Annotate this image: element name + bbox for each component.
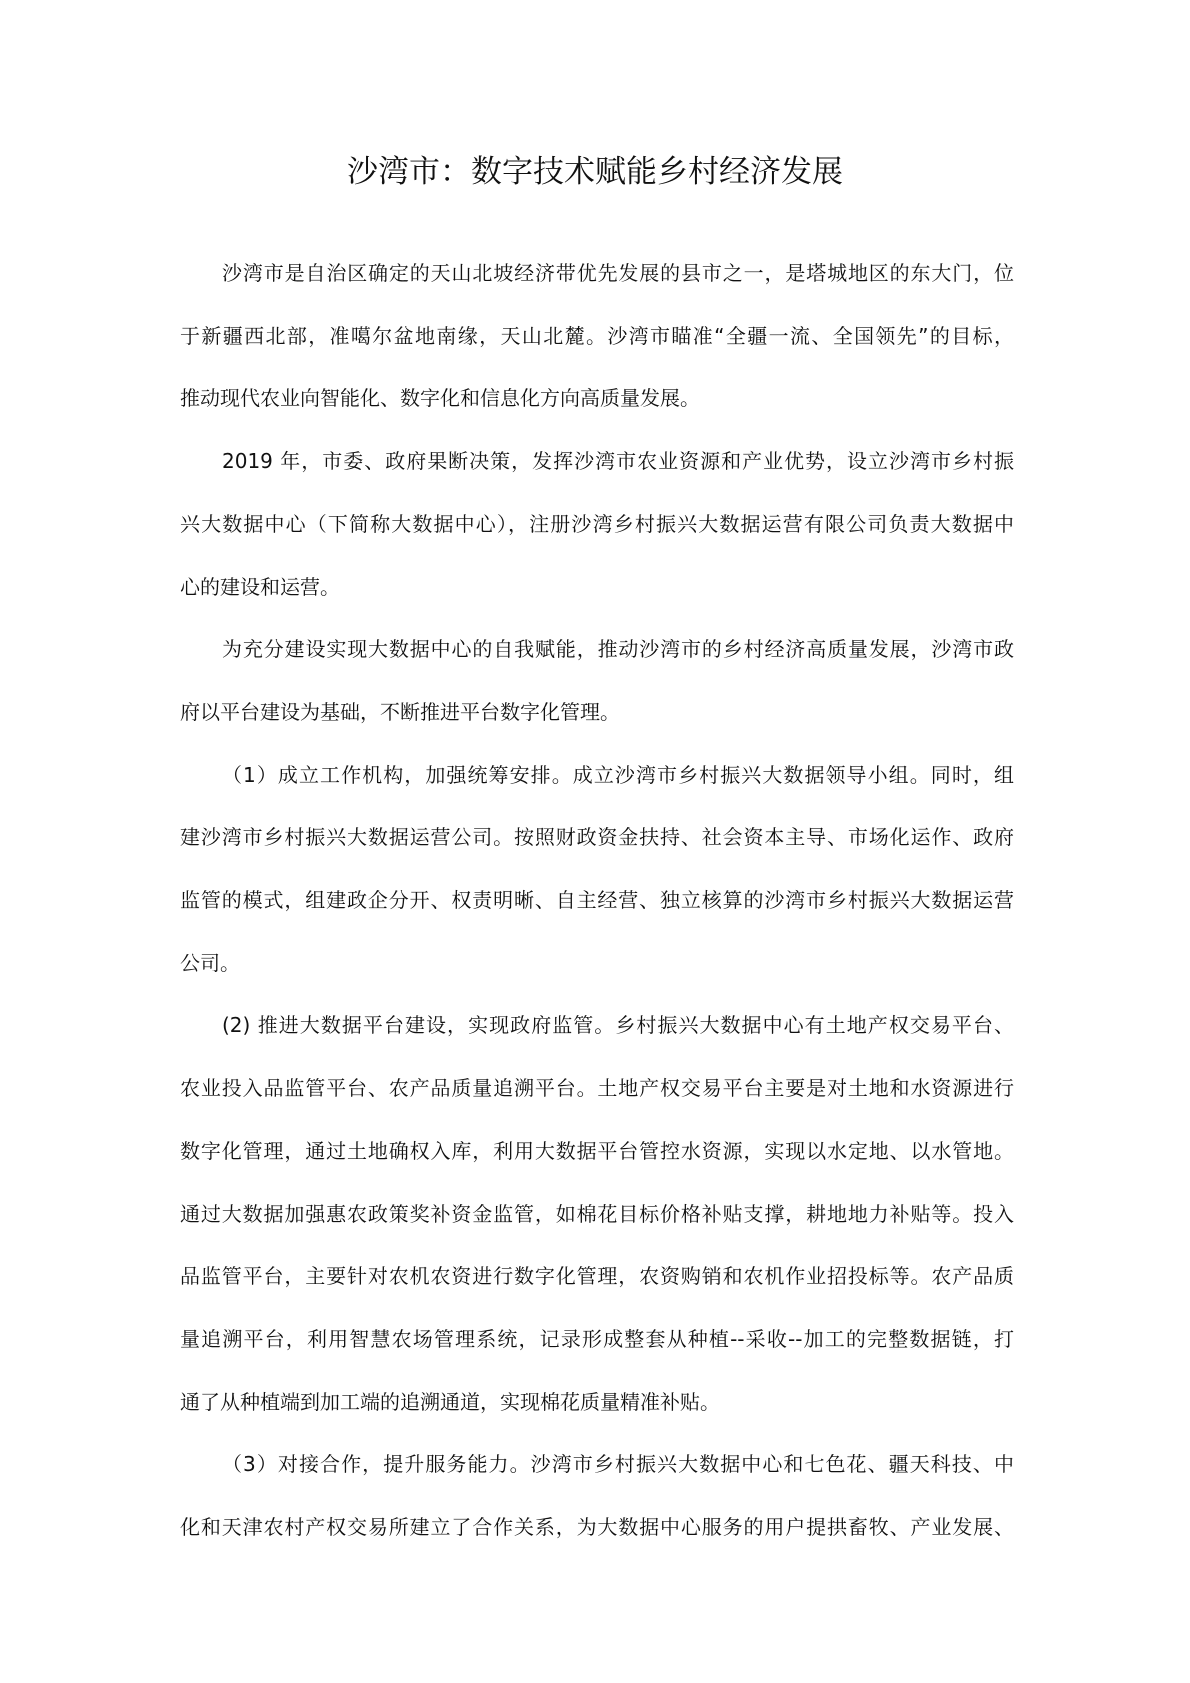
text-line: 农业投入品监管平台、农产品质量追溯平台。土地产权交易平台主要是对土地和水资源进行 (180, 1076, 1014, 1101)
text-line: （1）成立工作机构，加强统筹安排。成立沙湾市乡村振兴大数据领导小组。同时，组 (222, 762, 1014, 787)
text-line: 府以平台建设为基础，不断推进平台数字化管理。 (180, 699, 620, 724)
text-line: 沙湾市是自治区确定的天山北坡经济带优先发展的县市之一，是塔城地区的东大门，位 (222, 261, 1014, 285)
paragraph-3 (180, 618, 1014, 743)
text-line: 为充分建设实现大数据中心的自我赋能，推动沙湾市的乡村经济高质量发展，沙湾市政 (222, 637, 1014, 662)
text-line: 于新疆西北部，准噶尔盆地南缘，天山北麓。沙湾市瞄准“全疆一流、全国领先”的目标， (180, 323, 1014, 348)
text-line: 通过大数据加强惠农政策奖补资金监管，如棉花目标价格补贴支撑，耕地地力补贴等。投入 (180, 1201, 1014, 1226)
text-line: 兴大数据中心（下简称大数据中心），注册沙湾乡村振兴大数据运营有限公司负责大数据中 (180, 511, 1014, 536)
text-line: 数字化管理，通过土地确权入库，利用大数据平台管控水资源，实现以水定地、以水管地。 (180, 1138, 1014, 1163)
text-line: 量追溯平台，利用智慧农场管理系统，记录形成整套从种植--采收--加工的完整数据链，打 (180, 1326, 1014, 1351)
paragraph-4 (180, 744, 1014, 995)
paragraph-2 (180, 430, 1014, 618)
paragraph-5 (180, 994, 1014, 1433)
document-body (180, 242, 1014, 1559)
paragraph-1 (180, 242, 1014, 430)
text-line: (2) 推进大数据平台建设，实现政府监管。乡村振兴大数据中心有土地产权交易平台、 (222, 1013, 1014, 1038)
text-line: 通了从种植端到加工端的追溯通道，实现棉花质量精准补贴。 (180, 1389, 720, 1414)
text-line: 建沙湾市乡村振兴大数据运营公司。按照财政资金扶持、社会资本主导、市场化运作、政府 (180, 825, 1014, 850)
text-line: 化和天津农村产权交易所建立了合作关系，为大数据中心服务的用户提拱畜牧、产业发展、 (180, 1515, 1014, 1540)
text-line: 2019 年，市委、政府果断决策，发挥沙湾市农业资源和产业优势，设立沙湾市乡村振 (222, 449, 1014, 474)
text-line: 监管的模式，组建政企分开、权责明晰、自主经营、独立核算的沙湾市乡村振兴大数据运营 (180, 888, 1014, 913)
paragraph-6 (180, 1433, 1014, 1558)
text-line: 品监管平台，主要针对农机农资进行数字化管理，农资购销和农机作业招投标等。农产品质 (180, 1264, 1014, 1289)
text-line: 心的建设和运营。 (180, 574, 340, 599)
text-line: 公司。 (180, 950, 240, 975)
text-line: 推动现代农业向智能化、数字化和信息化方向高质量发展。 (180, 386, 700, 411)
document-title: 沙湾市：数字技术赋能乡村经济发展 (347, 154, 843, 190)
text-line: （3）对接合作，提升服务能力。沙湾市乡村振兴大数据中心和七色花、疆天科技、中 (222, 1452, 1014, 1477)
